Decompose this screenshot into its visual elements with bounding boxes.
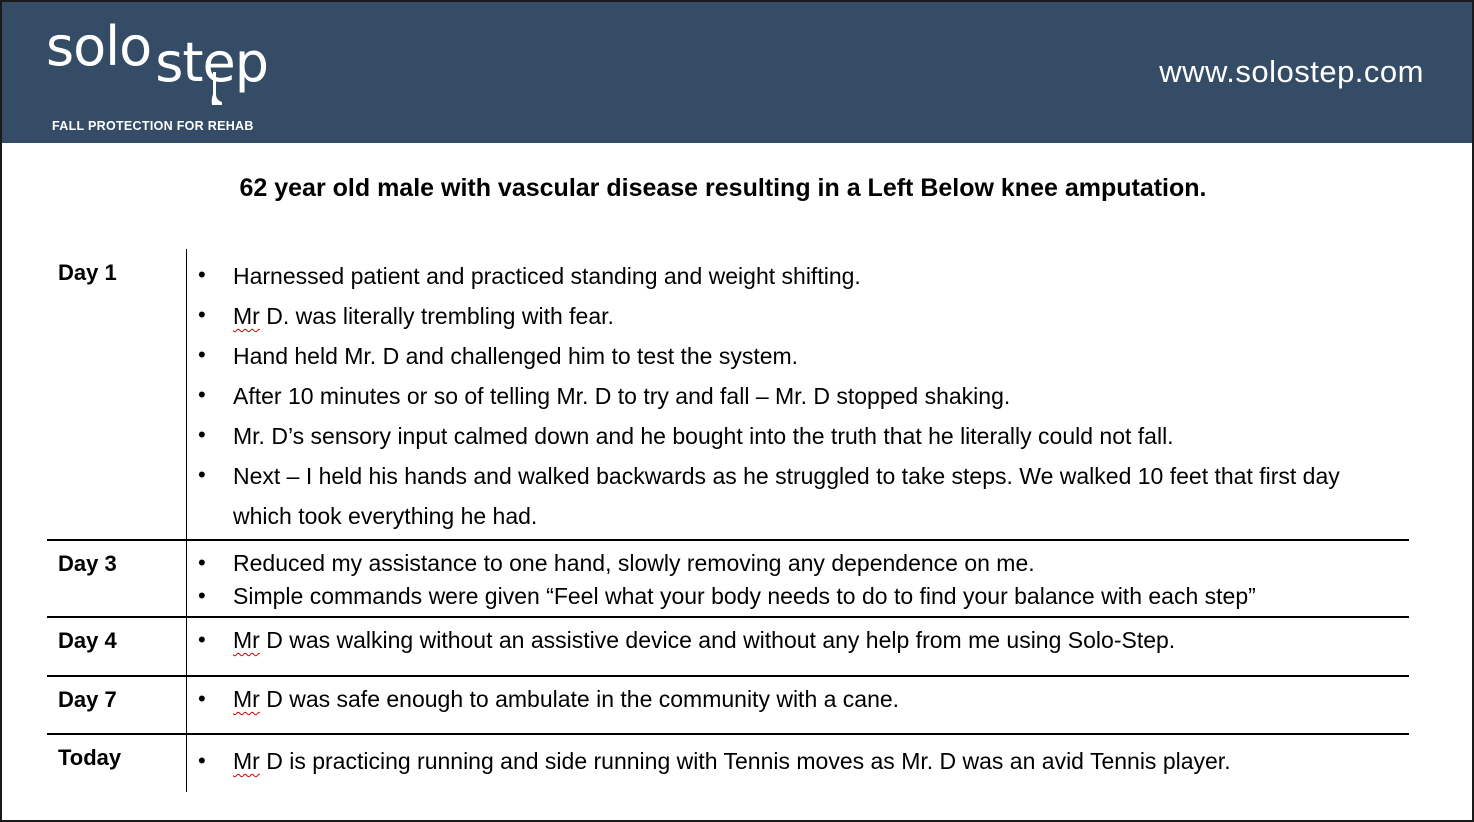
day-label-1: Day 1 [58,260,117,285]
case-headline: 62 year old male with vascular disease resulting in a Left Below knee amputation. [239,174,1207,202]
day-label-4: Day 4 [58,628,117,653]
day7-item-1: Mr D was safe enough to ambulate in the community with a cane. [233,686,900,712]
day1-item-3: Hand held Mr. D and challenged him to test the system. [233,343,799,369]
row-divider [47,733,1409,735]
bullet-dot: • [198,302,206,327]
bullet-dot: • [198,748,206,773]
row-divider [47,616,1409,618]
bullet-dot: • [198,550,206,575]
day3-item-1: Reduced my assistance to one hand, slowly removing any dependence on me. [233,550,1035,576]
day1-item-4: After 10 minutes or so of telling Mr. D to try and fall – Mr. D stopped shaking. [233,383,1011,409]
logo-tagline: FALL PROTECTION FOR REHAB [52,119,254,133]
today-item-1: Mr D is practicing running and side running with Tennis moves as Mr. D was an avid Tennis player. [233,748,1231,774]
logo-step: step [155,31,269,94]
bullet-dot: • [198,583,206,608]
day3-item-2: Simple commands were given “Feel what your body needs to do to find your balance with each step” [233,583,1256,609]
website-url: www.solostep.com [1159,54,1424,89]
bullet-dot: • [198,422,206,447]
bullet-dot: • [198,686,206,711]
bullet-dot: • [198,462,206,487]
day-label-today: Today [58,745,122,770]
bullet-dot: • [198,382,206,407]
bullet-dot: • [198,262,206,287]
day1-item-2: Mr D. was literally trembling with fear. [233,303,614,329]
day-label-3: Day 3 [58,551,117,576]
bullet-dot: • [198,627,206,652]
row-divider [47,675,1409,677]
day1-item-1: Harnessed patient and practiced standing and weight shifting. [233,263,861,289]
column-divider [186,249,187,792]
timeline-table [2,2,1472,820]
day1-item-5: Mr. D’s sensory input calmed down and he bought into the truth that he literally could not fall. [233,423,1174,449]
day1-item-6: Next – I held his hands and walked backwards as he struggled to take steps. We walked 10 feet that first day which took everything he had. [233,463,1340,529]
day-label-7: Day 7 [58,687,117,712]
logo-solo: solo [46,15,152,78]
row-divider [47,539,1409,541]
bullet-dot: • [198,342,206,367]
day4-item-1: Mr D was walking without an assistive device and without any help from me using Solo-Step. [233,627,1176,653]
